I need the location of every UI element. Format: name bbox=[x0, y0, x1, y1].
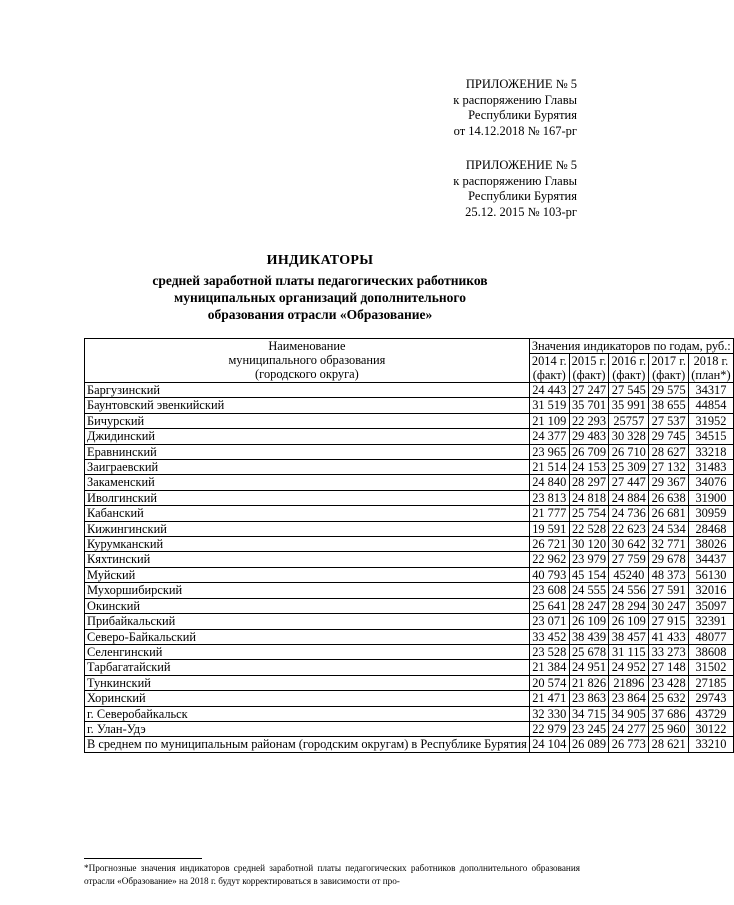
salary-value: 24 840 bbox=[529, 475, 569, 490]
header-values: Значения индикаторов по годам, руб.: bbox=[529, 339, 733, 354]
salary-value: 21896 bbox=[609, 675, 649, 690]
salary-value: 30 247 bbox=[649, 598, 689, 613]
table-row bbox=[85, 629, 734, 644]
municipality-name: г. Улан-Удэ bbox=[85, 721, 530, 736]
appendix-header-current bbox=[453, 77, 577, 139]
salary-value: 21 109 bbox=[529, 413, 569, 428]
salary-value: 38 457 bbox=[609, 629, 649, 644]
salary-value: 40 793 bbox=[529, 567, 569, 582]
salary-value: 24 818 bbox=[569, 490, 609, 505]
table-row bbox=[85, 475, 734, 490]
salary-value: 44854 bbox=[689, 398, 734, 413]
salary-value: 24 952 bbox=[609, 660, 649, 675]
appendix-line: ПРИЛОЖЕНИЕ № 5 bbox=[465, 77, 577, 91]
table-row bbox=[85, 644, 734, 659]
subtitle-line: образования отрасли «Образование» bbox=[207, 307, 433, 322]
salary-value: 25 754 bbox=[569, 506, 609, 521]
salary-value: 38026 bbox=[689, 537, 734, 552]
appendix-header-previous bbox=[453, 158, 577, 220]
municipality-name: Баргузинский bbox=[85, 383, 530, 398]
municipality-name: Хоринский bbox=[85, 691, 530, 706]
header-year: 2015 г. (факт) bbox=[569, 354, 609, 383]
salary-value: 43729 bbox=[689, 706, 734, 721]
salary-value: 26 089 bbox=[569, 737, 609, 752]
salary-value: 30 120 bbox=[569, 537, 609, 552]
salary-value: 34515 bbox=[689, 429, 734, 444]
table-row bbox=[85, 398, 734, 413]
appendix-line: Республики Бурятия bbox=[468, 108, 577, 122]
salary-value: 23 245 bbox=[569, 721, 609, 736]
salary-value: 24 951 bbox=[569, 660, 609, 675]
appendix-line: 25.12. 2015 № 103-рг bbox=[465, 204, 577, 219]
salary-value: 32016 bbox=[689, 583, 734, 598]
salary-value: 24 104 bbox=[529, 737, 569, 752]
municipality-name: Кабанский bbox=[85, 506, 530, 521]
salary-value: 23 428 bbox=[649, 675, 689, 690]
table-row bbox=[85, 383, 734, 398]
salary-value: 23 608 bbox=[529, 583, 569, 598]
salary-value: 23 965 bbox=[529, 444, 569, 459]
salary-value: 24 555 bbox=[569, 583, 609, 598]
salary-value: 35 991 bbox=[609, 398, 649, 413]
appendix-line: к распоряжению Главы bbox=[453, 92, 577, 107]
salary-value: 34 715 bbox=[569, 706, 609, 721]
salary-value: 24 443 bbox=[529, 383, 569, 398]
municipality-name: Окинский bbox=[85, 598, 530, 613]
table-row bbox=[85, 506, 734, 521]
salary-value: 30959 bbox=[689, 506, 734, 521]
subtitle-line: муниципальных организаций дополнительного bbox=[174, 290, 466, 305]
salary-value: 26 721 bbox=[529, 537, 569, 552]
table-row bbox=[85, 460, 734, 475]
salary-value: 26 638 bbox=[649, 490, 689, 505]
salary-value: 21 471 bbox=[529, 691, 569, 706]
document-subtitle bbox=[60, 272, 580, 323]
indicators-table bbox=[84, 338, 734, 753]
municipality-name: Тункинский bbox=[85, 675, 530, 690]
salary-value: 25 960 bbox=[649, 721, 689, 736]
salary-value: 28 297 bbox=[569, 475, 609, 490]
table-body bbox=[85, 383, 734, 753]
salary-value: 31 115 bbox=[609, 644, 649, 659]
salary-value: 30122 bbox=[689, 721, 734, 736]
salary-value: 22 979 bbox=[529, 721, 569, 736]
salary-value: 27185 bbox=[689, 675, 734, 690]
salary-value: 21 384 bbox=[529, 660, 569, 675]
salary-value: 25 309 bbox=[609, 460, 649, 475]
salary-value: 24 884 bbox=[609, 490, 649, 505]
header-municipality: Наименование муниципального образования (городского округа) bbox=[85, 339, 530, 383]
appendix-line: Республики Бурятия bbox=[468, 189, 577, 203]
appendix-line: ПРИЛОЖЕНИЕ № 5 bbox=[465, 158, 577, 172]
subtitle-line: средней заработной платы педагогических работников bbox=[152, 273, 488, 288]
salary-value: 21 777 bbox=[529, 506, 569, 521]
municipality-name: Джидинский bbox=[85, 429, 530, 444]
table-row bbox=[85, 691, 734, 706]
salary-value: 33 273 bbox=[649, 644, 689, 659]
salary-value: 30 642 bbox=[609, 537, 649, 552]
municipality-name: Еравнинский bbox=[85, 444, 530, 459]
salary-value: 31952 bbox=[689, 413, 734, 428]
salary-value: 33 452 bbox=[529, 629, 569, 644]
salary-value: 23 071 bbox=[529, 614, 569, 629]
municipality-name: Закаменский bbox=[85, 475, 530, 490]
salary-value: 38 655 bbox=[649, 398, 689, 413]
salary-value: 22 623 bbox=[609, 521, 649, 536]
salary-value: 28 247 bbox=[569, 598, 609, 613]
salary-value: 24 534 bbox=[649, 521, 689, 536]
salary-value: 38 439 bbox=[569, 629, 609, 644]
table-row bbox=[85, 721, 734, 736]
salary-value: 34317 bbox=[689, 383, 734, 398]
summary-row bbox=[85, 737, 734, 752]
salary-value: 23 864 bbox=[609, 691, 649, 706]
salary-value: 34 905 bbox=[609, 706, 649, 721]
salary-value: 24 153 bbox=[569, 460, 609, 475]
footnote: *Прогнозные значения индикаторов средней заработной платы педагогических работников дополнительного образования отрасли «Образование» на 2018 г. будут корректироваться в зависимости от про- bbox=[84, 863, 580, 886]
salary-value: 19 591 bbox=[529, 521, 569, 536]
salary-value: 27 545 bbox=[609, 383, 649, 398]
salary-value: 29 745 bbox=[649, 429, 689, 444]
salary-value: 48 373 bbox=[649, 567, 689, 582]
salary-value: 26 681 bbox=[649, 506, 689, 521]
salary-value: 38608 bbox=[689, 644, 734, 659]
salary-value: 25 678 bbox=[569, 644, 609, 659]
table-row bbox=[85, 413, 734, 428]
municipality-name: Мухоршибирский bbox=[85, 583, 530, 598]
table-row bbox=[85, 706, 734, 721]
salary-value: 24 377 bbox=[529, 429, 569, 444]
salary-value: 28 294 bbox=[609, 598, 649, 613]
salary-value: 29 483 bbox=[569, 429, 609, 444]
salary-value: 26 710 bbox=[609, 444, 649, 459]
table-row bbox=[85, 675, 734, 690]
salary-value: 31900 bbox=[689, 490, 734, 505]
salary-value: 35097 bbox=[689, 598, 734, 613]
salary-value: 41 433 bbox=[649, 629, 689, 644]
salary-value: 28 627 bbox=[649, 444, 689, 459]
salary-value: 33210 bbox=[689, 737, 734, 752]
municipality-name: Селенгинский bbox=[85, 644, 530, 659]
salary-value: 21 514 bbox=[529, 460, 569, 475]
appendix-line: к распоряжению Главы bbox=[453, 173, 577, 188]
salary-value: 23 813 bbox=[529, 490, 569, 505]
appendix-line: от 14.12.2018 № 167-рг bbox=[453, 123, 577, 138]
salary-value: 24 736 bbox=[609, 506, 649, 521]
salary-value: 27 915 bbox=[649, 614, 689, 629]
municipality-name: Иволгинский bbox=[85, 490, 530, 505]
salary-value: 22 293 bbox=[569, 413, 609, 428]
table-row bbox=[85, 521, 734, 536]
municipality-name: Баунтовский эвенкийский bbox=[85, 398, 530, 413]
municipality-name: Северо-Байкальский bbox=[85, 629, 530, 644]
municipality-name: Прибайкальский bbox=[85, 614, 530, 629]
salary-value: 25 632 bbox=[649, 691, 689, 706]
salary-value: 20 574 bbox=[529, 675, 569, 690]
municipality-name: г. Северобайкальск bbox=[85, 706, 530, 721]
header-year: 2017 г. (факт) bbox=[649, 354, 689, 383]
municipality-name: Курумканский bbox=[85, 537, 530, 552]
municipality-name: Кяхтинский bbox=[85, 552, 530, 567]
salary-value: 23 979 bbox=[569, 552, 609, 567]
salary-value: 21 826 bbox=[569, 675, 609, 690]
salary-value: 29 575 bbox=[649, 383, 689, 398]
salary-value: 32391 bbox=[689, 614, 734, 629]
salary-value: 22 528 bbox=[569, 521, 609, 536]
table-row bbox=[85, 444, 734, 459]
salary-value: 26 709 bbox=[569, 444, 609, 459]
salary-value: 27 148 bbox=[649, 660, 689, 675]
salary-value: 35 701 bbox=[569, 398, 609, 413]
salary-value: 27 247 bbox=[569, 383, 609, 398]
salary-value: 32 330 bbox=[529, 706, 569, 721]
salary-value: 32 771 bbox=[649, 537, 689, 552]
header-year: 2018 г. (план*) bbox=[689, 354, 734, 383]
municipality-name: В среднем по муниципальным районам (городским округам) в Республике Бурятия bbox=[85, 737, 530, 752]
table-row bbox=[85, 614, 734, 629]
salary-value: 27 591 bbox=[649, 583, 689, 598]
salary-value: 33218 bbox=[689, 444, 734, 459]
salary-value: 48077 bbox=[689, 629, 734, 644]
salary-value: 45 154 bbox=[569, 567, 609, 582]
municipality-name: Заиграевский bbox=[85, 460, 530, 475]
salary-value: 26 773 bbox=[609, 737, 649, 752]
salary-value: 22 962 bbox=[529, 552, 569, 567]
salary-value: 37 686 bbox=[649, 706, 689, 721]
salary-value: 34437 bbox=[689, 552, 734, 567]
header-year: 2016 г. (факт) bbox=[609, 354, 649, 383]
salary-value: 29 678 bbox=[649, 552, 689, 567]
salary-value: 29743 bbox=[689, 691, 734, 706]
municipality-name: Тарбагатайский bbox=[85, 660, 530, 675]
table-row bbox=[85, 552, 734, 567]
salary-value: 25757 bbox=[609, 413, 649, 428]
municipality-name: Муйский bbox=[85, 567, 530, 582]
table-row bbox=[85, 598, 734, 613]
salary-value: 26 109 bbox=[609, 614, 649, 629]
salary-value: 24 556 bbox=[609, 583, 649, 598]
municipality-name: Кижингинский bbox=[85, 521, 530, 536]
salary-value: 30 328 bbox=[609, 429, 649, 444]
municipality-name: Бичурский bbox=[85, 413, 530, 428]
table-row bbox=[85, 429, 734, 444]
table-row bbox=[85, 567, 734, 582]
salary-value: 27 537 bbox=[649, 413, 689, 428]
salary-value: 31483 bbox=[689, 460, 734, 475]
salary-value: 34076 bbox=[689, 475, 734, 490]
salary-value: 24 277 bbox=[609, 721, 649, 736]
footnote-divider bbox=[84, 858, 202, 859]
salary-value: 28 621 bbox=[649, 737, 689, 752]
salary-value: 29 367 bbox=[649, 475, 689, 490]
document-title: ИНДИКАТОРЫ bbox=[266, 253, 374, 268]
salary-value: 56130 bbox=[689, 567, 734, 582]
table-row bbox=[85, 583, 734, 598]
table-row bbox=[85, 537, 734, 552]
salary-value: 27 132 bbox=[649, 460, 689, 475]
salary-value: 23 863 bbox=[569, 691, 609, 706]
salary-value: 31502 bbox=[689, 660, 734, 675]
salary-value: 28468 bbox=[689, 521, 734, 536]
salary-value: 27 447 bbox=[609, 475, 649, 490]
salary-value: 45240 bbox=[609, 567, 649, 582]
salary-value: 23 528 bbox=[529, 644, 569, 659]
salary-value: 26 109 bbox=[569, 614, 609, 629]
salary-value: 25 641 bbox=[529, 598, 569, 613]
table-row bbox=[85, 660, 734, 675]
salary-value: 27 759 bbox=[609, 552, 649, 567]
table-row bbox=[85, 490, 734, 505]
salary-value: 31 519 bbox=[529, 398, 569, 413]
header-year: 2014 г. (факт) bbox=[529, 354, 569, 383]
